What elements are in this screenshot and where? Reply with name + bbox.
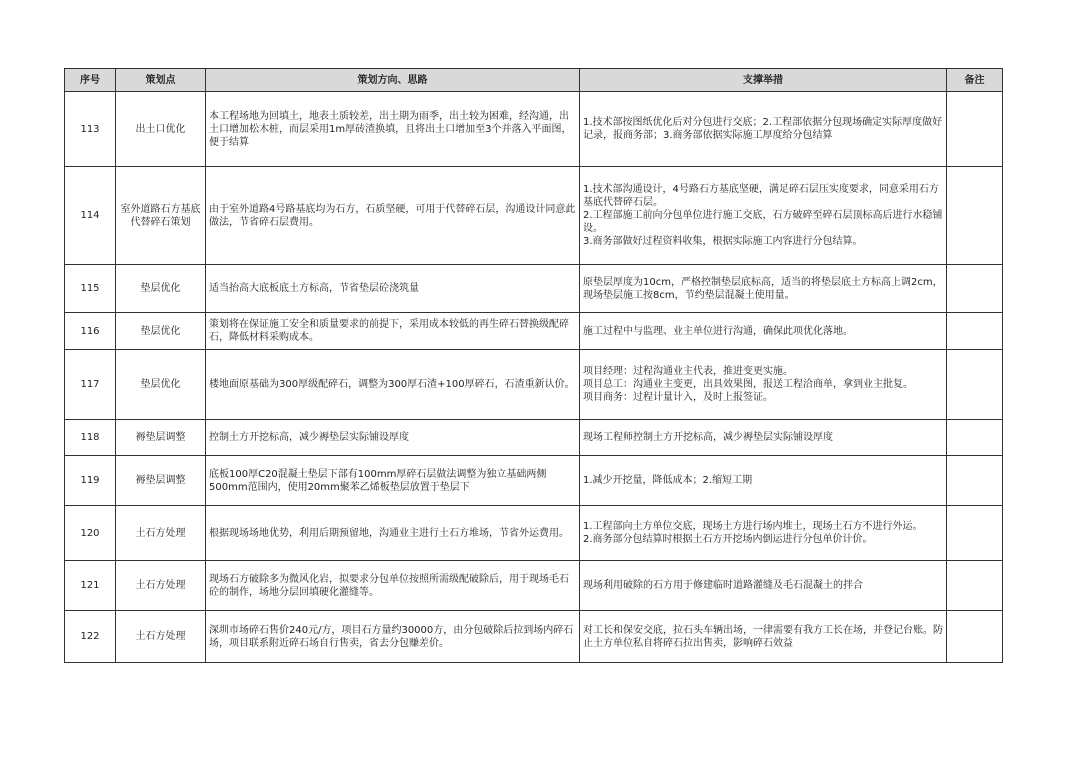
remark-cell (947, 92, 1003, 167)
planning-point: 出土口优化 (116, 92, 206, 167)
support-measures (580, 167, 947, 265)
header-remark: 备注 (947, 69, 1003, 92)
row-number: 116 (65, 313, 116, 350)
header-no: 序号 (65, 69, 116, 92)
planning-direction: 深圳市场碎石售价240元/方，项目石方量约30000方，由分包破除后拉到场内碎石场，项目联系附近碎石场自行售卖，省去分包赚差价。 (206, 611, 580, 663)
remark-cell (947, 611, 1003, 663)
support-measures (580, 420, 947, 456)
row-number: 122 (65, 611, 116, 663)
planning-direction: 楼地面原基础为300厚级配碎石，调整为300厚石渣+100厚碎石，石渣重新认价。 (206, 350, 580, 420)
remark-cell (947, 313, 1003, 350)
remark-cell (947, 506, 1003, 561)
planning-table (64, 68, 1003, 663)
measure-line: 项目经理：过程沟通业主代表，推进变更实施。 (583, 366, 793, 377)
measure-line: 现场利用破除的石方用于修建临时道路灌缝及毛石混凝土的拌合 (583, 580, 863, 591)
measure-line: 对工长和保安交底，拉石头车辆出场，一律需要有我方工长在场，并登记台账。防止土方单位私自将碎石拉出售卖，影响碎石效益 (583, 624, 943, 649)
table-row (65, 456, 1003, 506)
table-row (65, 561, 1003, 611)
support-measures (580, 265, 947, 313)
planning-point: 土石方处理 (116, 506, 206, 561)
table-row (65, 611, 1003, 663)
remark-cell (947, 456, 1003, 506)
support-measures (580, 506, 947, 561)
remark-cell (947, 561, 1003, 611)
measure-line: 项目商务：过程计量计入，及时上报签证。 (583, 392, 773, 403)
measure-line: 1.减少开挖量，降低成本；2.缩短工期 (583, 475, 753, 486)
table-row (65, 265, 1003, 313)
remark-cell (947, 265, 1003, 313)
planning-point: 褥垫层调整 (116, 456, 206, 506)
measure-line: 1.技术部按图纸优化后对分包进行交底；2.工程部依据分包现场确定实际厚度做好记录，报商务部；3.商务部依据实际施工厚度给分包结算 (583, 117, 943, 141)
table-row (65, 92, 1003, 167)
planning-direction: 由于室外道路4号路基底均为石方，石质坚硬，可用于代替碎石层，沟通设计同意此做法，节省碎石层费用。 (206, 167, 580, 265)
planning-direction: 根据现场场地优势，利用后期预留地，沟通业主进行土石方堆场，节省外运费用。 (206, 506, 580, 561)
header-point: 策划点 (116, 69, 206, 92)
measure-line: 1.工程部向土方单位交底，现场土方进行场内堆土，现场土石方不进行外运。 (583, 521, 923, 532)
planning-direction: 本工程场地为回填土，地表土质较差，出土期为雨季，出土较为困难，经沟通，出土口增加松木桩，而层采用1m厚砖渣换填，且将出土口增加至3个并落入平面图，便于结算 (206, 92, 580, 167)
measure-line: 施工过程中与监理、业主单位进行沟通，确保此项优化落地。 (583, 325, 853, 337)
planning-point: 土石方处理 (116, 611, 206, 663)
planning-point: 室外道路石方基底代替碎石策划 (116, 167, 206, 265)
header-direction: 策划方向、思路 (206, 69, 580, 92)
planning-point: 土石方处理 (116, 561, 206, 611)
row-number: 115 (65, 265, 116, 313)
measure-line: 3.商务部做好过程资料收集，根据实际施工内容进行分包结算。 (583, 236, 863, 247)
measure-line: 2.商务部分包结算时根据土石方开挖场内倒运进行分包单价计价。 (583, 534, 873, 545)
measure-line: 原垫层厚度为10cm，严格控制垫层底标高，适当的将垫层底土方标高上调2cm，现场垫层施工按8cm，节约垫层混凝土使用量。 (583, 276, 943, 301)
planning-point: 褥垫层调整 (116, 420, 206, 456)
remark-cell (947, 420, 1003, 456)
row-number: 117 (65, 350, 116, 420)
row-number: 118 (65, 420, 116, 456)
planning-direction: 现场石方破除多为微风化岩，拟要求分包单位按照所需级配破除后，用于现场毛石砼的制作，场地分层回填硬化灌缝等。 (206, 561, 580, 611)
measure-line: 2.工程部施工前向分包单位进行施工交底，石方破碎至碎石层顶标高后进行水稳铺设。 (583, 210, 943, 234)
table-body (65, 92, 1003, 663)
support-measures (580, 456, 947, 506)
planning-point: 垫层优化 (116, 265, 206, 313)
planning-point: 垫层优化 (116, 313, 206, 350)
table-row (65, 313, 1003, 350)
table-row (65, 350, 1003, 420)
row-number: 114 (65, 167, 116, 265)
table-row (65, 506, 1003, 561)
table-row (65, 420, 1003, 456)
support-measures (580, 561, 947, 611)
support-measures (580, 313, 947, 350)
measure-line: 1.技术部沟通设计，4号路石方基底坚硬，满足碎石层压实度要求，同意采用石方基底代替碎石层。 (583, 184, 939, 208)
support-measures (580, 92, 947, 167)
table-row (65, 167, 1003, 265)
row-number: 121 (65, 561, 116, 611)
row-number: 119 (65, 456, 116, 506)
remark-cell (947, 350, 1003, 420)
planning-point: 垫层优化 (116, 350, 206, 420)
support-measures (580, 350, 947, 420)
remark-cell (947, 167, 1003, 265)
measure-line: 项目总工：沟通业主变更，出具效果图，报送工程洽商单，拿到业主批复。 (583, 379, 913, 390)
row-number: 120 (65, 506, 116, 561)
row-number: 113 (65, 92, 116, 167)
support-measures (580, 611, 947, 663)
planning-direction: 策划将在保证施工安全和质量要求的前提下，采用成本较低的再生碎石替换级配碎石，降低材料采购成本。 (206, 313, 580, 350)
planning-direction: 底板100厚C20混凝土垫层下部有100mm厚碎石层做法调整为独立基础两侧500mm范围内，使用20mm聚苯乙烯板垫层放置于垫层下 (206, 456, 580, 506)
planning-direction: 控制土方开挖标高，减少褥垫层实际铺设厚度 (206, 420, 580, 456)
header-row (65, 69, 1003, 92)
measure-line: 现场工程师控制土方开挖标高，减少褥垫层实际铺设厚度 (583, 432, 833, 443)
header-measures: 支撑举措 (580, 69, 947, 92)
planning-direction: 适当抬高大底板底土方标高，节省垫层砼浇筑量 (206, 265, 580, 313)
